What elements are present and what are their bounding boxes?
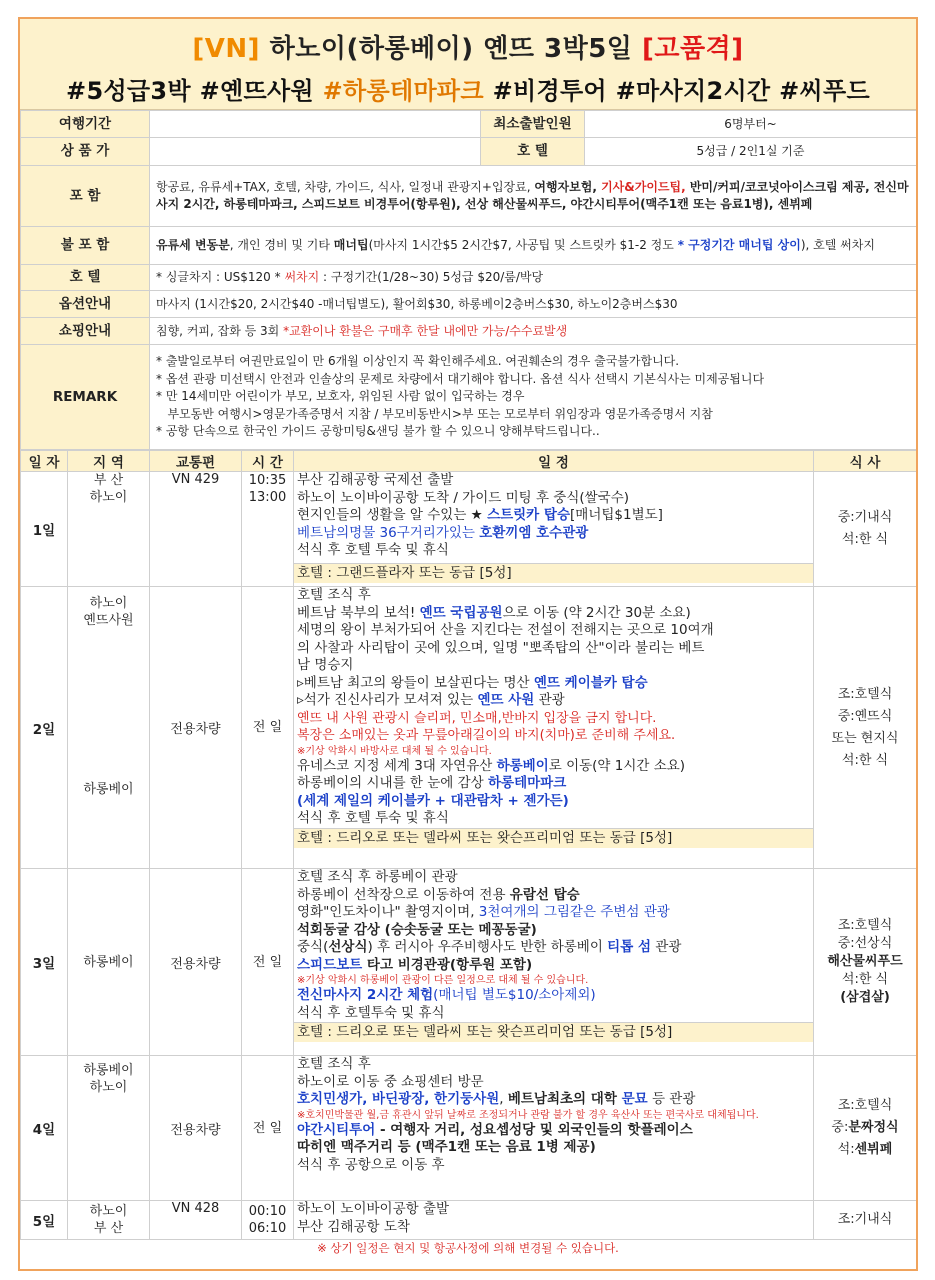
day-transport: 전용차량 xyxy=(150,869,242,1056)
highlight-lake: 호환끼엠 호수관광 xyxy=(479,524,589,541)
schedule-text: 관광 xyxy=(650,939,682,955)
highlight-cruise: 유람선 탑승 xyxy=(509,886,580,903)
day-region xyxy=(68,1056,150,1201)
hashtag: #씨푸드 xyxy=(779,77,870,105)
day-time: 전 일 xyxy=(242,587,294,869)
info-row-remark xyxy=(21,345,917,450)
price-value xyxy=(150,138,481,166)
day-region xyxy=(68,472,150,587)
exclude-manner-tip: 매너팁 xyxy=(333,238,369,252)
schedule-line xyxy=(294,1091,813,1109)
schedule-warning: 옌뜨 내 사원 관광시 슬리퍼, 민소매,반바지 입장을 금지 합니다. xyxy=(297,710,657,726)
remark-passport: * 출발일로부터 여권만료일이 만 6개월 이상인지 꼭 확인해주세요. 여권훼손의 경우 출국불가합니다. xyxy=(156,354,680,369)
highlight-temple-literature: 문묘 xyxy=(621,1091,648,1107)
schedule-line xyxy=(294,904,813,922)
meal-item: 석:한 식 xyxy=(841,972,889,987)
time-value: 10:35 xyxy=(248,473,287,488)
footer-note: ※ 상기 일정은 현지 및 항공사정에 의해 변경될 수 있습니다. xyxy=(317,1241,619,1255)
schedule-line xyxy=(294,675,813,693)
meal-item: 조:호텔식 xyxy=(837,918,893,933)
region-name: 부 산 xyxy=(93,473,124,488)
schedule-note: ※기상 악화시 하롱베이 관광이 다른 일정으로 대체 될 수 있습니다. xyxy=(297,975,589,986)
include-label: 포 함 xyxy=(21,166,150,227)
remark-label: REMARK xyxy=(21,345,150,450)
include-text: 항공료, 유류세+TAX, 호텔, 차량, 가이드, 식사, 일정내 관광지+입장료, xyxy=(156,180,535,194)
hotel-info: 호텔 : 드리오로 또는 델라씨 또는 왓슨프리미엄 또는 동급 [5성] xyxy=(294,828,813,848)
day-number: 4일 xyxy=(21,1056,68,1201)
schedule-line xyxy=(294,692,813,710)
schedule-text: 하롱베이 선착장으로 이동하여 전용 xyxy=(297,886,510,903)
exclude-value xyxy=(150,227,917,265)
remark-minor-docs: 부모동반 여행시>영문가족증명서 지참 / 부모비동반시>부 또는 모로부터 위임장과 영문가족증명서 지참 xyxy=(156,406,713,421)
exclude-text: , 개인 경비 및 기타 xyxy=(229,238,334,252)
remark-airport: * 공항 단속으로 한국인 가이드 공항미팅&샌딩 불가 할 수 있으니 양해부탁드립니다.. xyxy=(156,424,600,439)
schedule-line: 석회동굴 감상 (승솟동굴 또는 메꽁동굴) xyxy=(297,921,537,938)
highlight-night-tour: 야간시티투어 xyxy=(297,1121,376,1138)
option-label: 옵션안내 xyxy=(21,291,150,318)
meal-prefix: 석: xyxy=(837,1142,855,1157)
day-region xyxy=(68,587,150,869)
schedule-line xyxy=(294,987,813,1005)
min-participants-label: 최소출발인원 xyxy=(481,111,585,138)
time-value: 06:10 xyxy=(248,1221,287,1236)
schedule-line: 호텔 조식 후 하롱베이 관광 xyxy=(297,869,458,885)
schedule-line xyxy=(294,525,813,543)
surcharge-word: 써차지 xyxy=(284,270,320,284)
day-time xyxy=(242,472,294,587)
meal-item: 조:호텔식 xyxy=(837,686,893,702)
page-title xyxy=(20,19,916,65)
shopping-items: 침향, 커피, 잡화 등 3회 xyxy=(156,323,284,338)
col-time: 시 간 xyxy=(242,451,294,472)
exclude-tip-detail: (마사지 1시간$5 2시간$7, 사공팁 및 스트릿카 $1-2 정도 xyxy=(368,238,678,252)
schedule-text: 등 관광 xyxy=(647,1091,696,1107)
schedule-line: 호텔 조식 후 xyxy=(297,587,371,603)
day-row-5 xyxy=(21,1201,917,1240)
col-schedule: 일 정 xyxy=(294,451,814,472)
schedule-text: 으로 이동 (약 2시간 30분 소요) xyxy=(502,604,691,621)
day-row-2 xyxy=(21,587,917,869)
hotel-info: 호텔 : 그랜드플라자 또는 동급 [5성] xyxy=(294,563,813,583)
col-meal: 식 사 xyxy=(814,451,917,472)
include-extras: 반미/커피/코코넛아이스크림 제공, 전신마사지 2시간, 하롱테마파크, 스피드보트 비경투어(항루원), 선상 해산물씨푸드, 야간시티투어(맥주1캔 또는 음료1병), 센뷔페 xyxy=(156,180,909,211)
meal-item: 석:한 식 xyxy=(841,532,889,547)
schedule-text: - 여행자 거리, 성요셉성당 및 외국인들의 핫플레이스 xyxy=(375,1121,693,1138)
itinerary-sheet xyxy=(18,17,918,1271)
hashtag: #옌뜨사원 xyxy=(199,77,314,105)
schedule-line: 세명의 왕이 부처가되어 산을 지킨다는 전설이 전해지는 곳으로 10여개 xyxy=(297,622,714,638)
schedule-line xyxy=(294,605,813,623)
region-name: 옌뜨사원 xyxy=(83,613,134,628)
schedule-line: 하노이 노이바이공항 도착 / 가이드 미팅 후 중식(쌀국수) xyxy=(297,489,630,506)
meal-item xyxy=(814,1117,916,1139)
day-time: 전 일 xyxy=(242,1056,294,1201)
shopping-value xyxy=(150,318,917,345)
hashtag-highlight: #하롱테마파크 xyxy=(322,77,484,105)
meal-item: (삼겹살) xyxy=(840,990,890,1005)
col-day: 일 자 xyxy=(21,451,68,472)
day-number: 1일 xyxy=(21,472,68,587)
day-schedule xyxy=(294,1201,814,1240)
day-region: 하롱베이 xyxy=(68,869,150,1056)
region-name: 하노이 xyxy=(89,596,128,611)
hashtag-line xyxy=(20,71,916,106)
day-schedule xyxy=(294,587,814,869)
schedule-text: ▹석가 진신사리가 모셔져 있는 xyxy=(297,692,478,708)
schedule-text: 베트남의명물 36구거리가있는 xyxy=(297,524,480,541)
remark-minor: * 만 14세미만 어린이가 부모, 보호자, 위임된 사람 없이 입국하는 경우 xyxy=(156,389,525,404)
hotel-info: 호텔 : 드리오로 또는 델라씨 또는 왓슨프리미엄 또는 동급 [5성] xyxy=(294,1022,813,1042)
highlight-massage: 전신마사지 2시간 체험 xyxy=(297,987,434,1003)
schedule-line: 따히엔 맥주거리 등 (맥주1캔 또는 음료 1병 제공) xyxy=(297,1139,596,1155)
schedule-line: 석식 후 공항으로 이동 후 xyxy=(297,1156,445,1173)
schedule-line xyxy=(294,957,813,975)
info-row-include xyxy=(21,166,917,227)
include-insurance: 여행자보험, xyxy=(534,180,602,194)
meal-item: 조:호텔식 xyxy=(837,1098,893,1113)
time-value: 00:10 xyxy=(248,1204,287,1219)
day-schedule xyxy=(294,472,814,587)
title-product-name: 하노이(하롱베이) 옌뜨 3박5일 xyxy=(260,34,642,64)
meal-item: 해산물씨푸드 xyxy=(827,954,903,969)
schedule-text: ) 후 러시아 우주비행사도 반한 하롱베이 xyxy=(367,939,608,955)
option-value: 마사지 (1시간$20, 2시간$40 -매너팁별도), 활어회$30, 하롱베이2층버스$30, 하노이2층버스$30 xyxy=(150,291,917,318)
hotel-grade-value: 5성급 / 2인1실 기준 xyxy=(585,138,917,166)
day-meals xyxy=(814,869,917,1056)
col-transport: 교통편 xyxy=(150,451,242,472)
meal-item: 중:기내식 xyxy=(837,510,893,525)
schedule-line: 석식 후 호텔 투숙 및 휴식 xyxy=(297,542,449,558)
schedule-line xyxy=(294,939,813,957)
meal-item: 중:선상식 xyxy=(837,936,893,951)
meal-item: 또는 현지식 xyxy=(831,730,899,746)
highlight-boat-lunch: 선상식 xyxy=(328,939,368,955)
highlight-themepark: 하롱테마파크 xyxy=(488,775,567,791)
highlight-temple: 옌뜨 사원 xyxy=(477,692,535,708)
highlight-cablecar: 옌뜨 케이블카 탑승 xyxy=(533,674,648,691)
region-name: 하노이 xyxy=(89,490,128,505)
schedule-line: (세계 제일의 케이블카 + 대관람차 + 젠가든) xyxy=(297,792,569,809)
schedule-text: 하롱베이의 시내를 한 눈에 감상 xyxy=(297,775,488,791)
exclude-label: 불 포 함 xyxy=(21,227,150,265)
schedule-text: 타고 비경관광(항루원 포함) xyxy=(362,956,533,973)
surcharge-detail: : 구정기간(1/28~30) 5성급 $20/룸/박당 xyxy=(319,270,544,284)
highlight-titop: 티톱 섬 xyxy=(607,939,651,955)
meal-item xyxy=(814,1139,916,1161)
schedule-text: 영화"인도차이나" 촬영지이며, xyxy=(297,904,479,920)
period-label: 여행기간 xyxy=(21,111,150,138)
period-value xyxy=(150,111,481,138)
remark-option: * 옵션 관광 미선택시 안전과 인솔상의 문제로 차량에서 대기해야 합니다. 옵션 식사 선택시 기본식사는 미제공됩니다 xyxy=(156,371,765,386)
day-number: 2일 xyxy=(21,587,68,869)
remark-value xyxy=(150,345,917,450)
include-value xyxy=(150,166,917,227)
highlight-hochiminh: 호치민생가, 바딘광장, 한기둥사원 xyxy=(297,1091,500,1107)
day-meals xyxy=(814,587,917,869)
region-name: 하롱베이 xyxy=(83,1063,134,1078)
schedule-line: 하노이 노이바이공항 출발 xyxy=(297,1201,450,1217)
schedule-line: 부산 김해공항 국제선 출발 xyxy=(297,472,454,488)
region-name: 하롱베이 xyxy=(83,782,134,797)
schedule-text: 중식( xyxy=(297,939,329,955)
product-info-table xyxy=(20,110,917,450)
day-row-4 xyxy=(21,1056,917,1201)
highlight-speedboat: 스피드보트 xyxy=(297,956,363,973)
day-meals: 조:기내식 xyxy=(814,1201,917,1240)
schedule-line xyxy=(294,507,813,525)
highlight-halongbay: 하롱베이 xyxy=(496,757,549,774)
meal-item: 중:옌뜨식 xyxy=(837,708,893,724)
schedule-line: 남 명승지 xyxy=(297,657,354,673)
schedule-text: 로 이동(약 1시간 소요) xyxy=(548,757,686,774)
day-schedule xyxy=(294,1056,814,1201)
highlight-streetcar: 스트릿카 탑승 xyxy=(487,507,571,523)
title-grade: [고품격] xyxy=(641,34,744,64)
day-number: 3일 xyxy=(21,869,68,1056)
min-participants-value: 6명부터~ xyxy=(585,111,917,138)
schedule-line: 석식 후 호텔 투숙 및 휴식 xyxy=(297,810,449,826)
shopping-label: 쇼핑안내 xyxy=(21,318,150,345)
schedule-line: 의 사찰과 사리탑이 곳에 있으며, 일명 "뽀족탑의 산"이라 불리는 베트 xyxy=(297,639,705,656)
schedule-text: (매너팁 별도$10/소아제외) xyxy=(433,987,596,1003)
schedule-text: 유네스코 지정 세계 3대 자연유산 xyxy=(297,757,497,774)
schedule-text: , xyxy=(499,1091,508,1107)
schedule-line: 하노이로 이동 중 쇼핑센터 방문 xyxy=(297,1073,484,1090)
day-row-3 xyxy=(21,869,917,1056)
exclude-holiday-note: * 구정기간 매너팁 상이 xyxy=(677,238,801,252)
info-row-period xyxy=(21,111,917,138)
region-name: 부 산 xyxy=(93,1221,124,1236)
hotel-grade-label: 호 텔 xyxy=(481,138,585,166)
schedule-line: 호텔 조식 후 xyxy=(297,1056,371,1072)
highlight-university: 베트남최초의 대학 xyxy=(507,1091,622,1107)
single-charge: * 싱글차지 : US$120 * xyxy=(156,270,285,284)
schedule-text: ▹베트남 최고의 왕들이 보살핀다는 명산 xyxy=(297,674,534,691)
schedule-warning: 복장은 소매있는 옷과 무릎아래길이의 바지(치마)로 준비해 주세요. xyxy=(297,728,676,743)
day-meals xyxy=(814,1056,917,1201)
day-meals xyxy=(814,472,917,587)
region-name: 하노이 xyxy=(89,1080,128,1095)
col-region: 지 역 xyxy=(68,451,150,472)
schedule-text: 베트남 북부의 보석! xyxy=(297,604,420,621)
schedule-line: 석식 후 호텔투숙 및 휴식 xyxy=(297,1004,445,1021)
itinerary-table xyxy=(20,450,917,1240)
day-transport: 전용차량 xyxy=(150,587,242,869)
itinerary-header xyxy=(21,451,917,472)
title-banner xyxy=(20,19,916,110)
exclude-surcharge: ), 호텔 써차지 xyxy=(800,238,875,252)
day-number: 5일 xyxy=(21,1201,68,1240)
hashtag: #비경투어 xyxy=(492,77,607,105)
info-row-price xyxy=(21,138,917,166)
day-transport: VN 428 xyxy=(150,1201,242,1240)
highlight-islands: 3천여개의 그림같은 주변섬 관광 xyxy=(478,904,670,920)
info-row-option xyxy=(21,291,917,318)
day-time xyxy=(242,1201,294,1240)
shopping-refund-note: *교환이나 환불은 구매후 한달 내에만 가능/수수료발생 xyxy=(283,323,568,338)
hotel-charge-value xyxy=(150,265,917,291)
meal-name: 센뷔페 xyxy=(854,1142,893,1157)
price-label: 상 품 가 xyxy=(21,138,150,166)
hashtag: #마사지2시간 xyxy=(615,77,771,105)
schedule-text: 현지인들의 생활을 알 수있는 ★ xyxy=(297,507,488,523)
info-row-exclude xyxy=(21,227,917,265)
time-value: 13:00 xyxy=(248,490,287,505)
schedule-line xyxy=(294,887,813,905)
highlight-park: 옌뜨 국립공원 xyxy=(419,604,503,621)
hotel-charge-label: 호 텔 xyxy=(21,265,150,291)
meal-item: 석:한 식 xyxy=(841,752,889,768)
schedule-line xyxy=(294,775,813,793)
schedule-line xyxy=(294,1122,813,1140)
day-transport: VN 429 xyxy=(150,472,242,587)
schedule-line xyxy=(294,758,813,776)
exclude-fuel: 유류세 변동분 xyxy=(156,238,230,252)
schedule-text: [매너팁$1별도] xyxy=(570,507,663,523)
schedule-text: 관광 xyxy=(534,692,565,708)
day-row-1 xyxy=(21,472,917,587)
meal-prefix: 중: xyxy=(831,1120,849,1135)
schedule-line: 부산 김해공항 도착 xyxy=(297,1218,410,1235)
region-name: 하노이 xyxy=(89,1204,128,1219)
day-time: 전 일 xyxy=(242,869,294,1056)
day-region xyxy=(68,1201,150,1240)
meal-name: 분짜정식 xyxy=(848,1120,899,1135)
info-row-shopping xyxy=(21,318,917,345)
day-transport: 전용차량 xyxy=(150,1056,242,1201)
title-country-code: [VN] xyxy=(192,34,261,64)
schedule-note: ※기상 악화시 바방사로 대체 될 수 있습니다. xyxy=(297,745,492,757)
schedule-note: ※호치민박물관 월,금 휴관시 앞뒤 날짜로 조정되거나 관람 불가 할 경우 육산사 또는 편국사로 대체됩니다. xyxy=(297,1109,759,1121)
include-tip: 기사&가이드팁, xyxy=(601,180,686,194)
info-row-hotel-charge xyxy=(21,265,917,291)
day-schedule xyxy=(294,869,814,1056)
hashtag: #5성급3박 xyxy=(66,77,191,105)
